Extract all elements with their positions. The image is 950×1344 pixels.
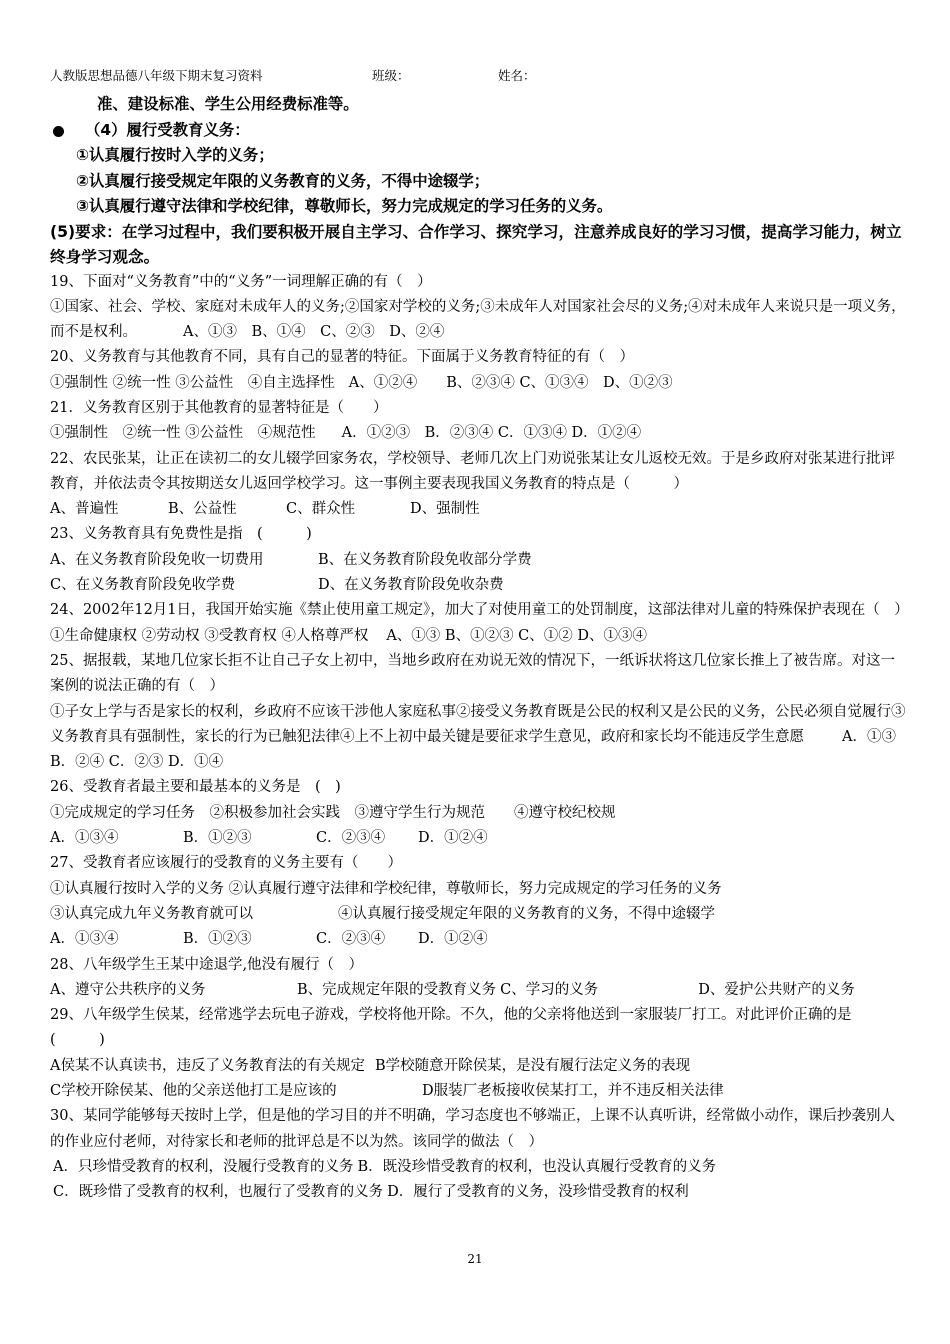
question-26-body: ①完成规定的学习任务 ②积极参加社会实践 ③遵守学生行为规范 ④遵守校纪校规 xyxy=(50,804,616,821)
question-23-options-row1 xyxy=(50,548,908,573)
document-body xyxy=(50,92,908,1205)
question-29-options-row1 xyxy=(50,1054,908,1079)
question-24-options: A、①③ B、①②③ C、①② D、①③④ xyxy=(386,627,648,644)
question-29-option-b: B学校随意开除侯某，是没有履行法定义务的表现 xyxy=(374,1057,691,1074)
question-27-statement-4: ④认真履行接受规定年限的义务教育的义务，不得中途辍学 xyxy=(338,905,715,922)
question-24-statements: ①生命健康权 ②劳动权 ③受教育权 ④人格尊严权 xyxy=(50,627,369,644)
question-26-option-d: D．①②④ xyxy=(418,830,488,847)
question-23-options-row2 xyxy=(50,573,908,598)
question-19-statements: ①国家、社会、学校、家庭对未成年人的义务;②国家对学校的义务;③未成年人对国家社会尽的义务;④对未成年人来说只是一项义务，而不是权利。 xyxy=(50,298,906,341)
question-27-stem: 27、受教育者应该履行的受教育的义务主要有（ ） xyxy=(50,855,402,872)
question-23-option-a: A、在义务教育阶段免收一切费用 xyxy=(50,551,264,568)
header-title: 人教版思想品德八年级下期末复习资料 xyxy=(50,68,263,83)
question-20-statements: ①强制性 ②统一性 ③公益性 ④自主选择性 xyxy=(50,374,335,391)
requirement-paragraph: (5)要求：在学习过程中，我们要积极开展自主学习、合作学习、探究学习，注意养成良好的学习习惯，提高学习能力，树立终身学习观念。 xyxy=(50,222,902,266)
question-22-stem: 22、农民张某，让正在读初二的女儿辍学回家务农，学校领导、老师几次上门劝说张某让女儿返校无效。于是乡政府对张某进行批评教育，并依法责令其按期送女儿返回学校学习。这一事例主要表现我国义务教育的特点是（ ） xyxy=(50,450,895,492)
question-29-stem: 29、八年级学生侯某，经常逃学去玩电子游戏，学校将他开除。不久，他的父亲将他送到一家服装厂打工。对此评价正确的是 ( ) xyxy=(50,1007,881,1049)
question-28-option-b: B、完成规定年限的受教育义务 xyxy=(297,981,497,998)
question-29-option-d: D服装厂老板接收侯某打工，并不违反相关法律 xyxy=(422,1083,724,1099)
question-20-stem: 20、义务教育与其他教育不同，具有自己的显著的特征。下面属于义务教育特征的有（ ） xyxy=(50,349,634,366)
question-21-statements: ①强制性 ②统一性 ③公益性 ④规范性 xyxy=(50,425,316,442)
question-28-options xyxy=(50,978,908,1003)
question-26-options xyxy=(50,826,908,851)
question-29-options-row2 xyxy=(50,1079,908,1104)
question-29-option-a: A侯某不认真读书，违反了义务教育法的有关规定 xyxy=(50,1057,365,1074)
question-27-option-b: B．①②③ xyxy=(183,931,252,948)
question-25-stem: 25、据报载，某地几位家长拒不让自己子女上初中，当地乡政府在劝说无效的情况下，一纸诉状将这几位家长推上了被告席。对这一案例的说法正确的有（ ） xyxy=(50,652,895,695)
question-24-body xyxy=(50,624,908,649)
question-23-option-b: B、在义务教育阶段免收部分学费 xyxy=(318,551,532,568)
question-19-body xyxy=(50,295,908,346)
bullet-dot-icon xyxy=(53,126,64,137)
question-19-stem: 19、下面对“义务教育”中的“义务”一词理解正确的有（ ） xyxy=(50,273,432,290)
question-22-options xyxy=(50,497,908,522)
bullet-item-4 xyxy=(50,118,908,144)
question-22-option-d: D、强制性 xyxy=(410,501,480,518)
question-27-option-c: C．②③④ xyxy=(316,931,386,948)
header-class-label: 班级： xyxy=(372,68,410,83)
question-28-stem: 28、八年级学生王某中途退学,他没有履行（ ） xyxy=(50,956,364,973)
question-30-option-b: B．既没珍惜受教育的权利，也没认真履行受教育的义务 xyxy=(357,1158,717,1175)
question-23-option-d: D、在义务教育阶段免收杂费 xyxy=(318,577,504,594)
question-30-stem: 30、某同学能够每天按时上学，但是他的学习目的并不明确，学习态度也不够端正，上课不认真听讲，经常做小动作，课后抄袭别人的作业应付老师，对待家长和老师的批评总是不以为然。该同学的做法（ ） xyxy=(50,1108,895,1150)
duty-item-2: ②认真履行接受规定年限的义务教育的义务，不得中途辍学； xyxy=(76,171,490,190)
question-28-option-a: A、遵守公共秩序的义务 xyxy=(50,981,206,998)
question-21-stem: 21．义务教育区别于其他教育的显著特征是（ ） xyxy=(50,399,388,416)
duty-item-3: ③认真履行遵守法律和学校纪律，尊敬师长，努力完成规定的学习任务的义务。 xyxy=(76,197,613,215)
question-25-options: A．①③ B．②④ C．②③ D．①④ xyxy=(50,728,896,771)
question-24-stem: 24、2002年12月1日，我国开始实施《禁止使用童工规定》，加大了对使用童工的处罚制度，这部法律对儿童的特殊保护表现在（ ） xyxy=(50,602,909,619)
question-27-body-2 xyxy=(50,902,908,927)
duty-item-1: ①认真履行按时入学的义务； xyxy=(76,146,274,164)
question-26-stem: 26、受教育者最主要和最基本的义务是 ( ) xyxy=(50,779,341,796)
question-29-option-c: C学校开除侯某、他的父亲送他打工是应该的 xyxy=(50,1083,337,1099)
page-number: 21 xyxy=(467,1252,483,1266)
question-30-option-a: A．只珍惜受教育的权利，没履行受教育的义务 xyxy=(53,1158,354,1175)
question-30-option-d: D．履行了受教育的义务，没珍惜受教育的权利 xyxy=(387,1184,689,1201)
question-30-option-c: C．既珍惜了受教育的权利，也履行了受教育的义务 xyxy=(53,1184,384,1201)
question-23-stem: 23、义务教育具有免费性是指 ( ) xyxy=(50,526,312,543)
question-30-options-row2 xyxy=(50,1180,908,1205)
question-28-option-d: D、爱护公共财产的义务 xyxy=(698,981,855,998)
page-header xyxy=(50,66,536,84)
question-20-body xyxy=(50,371,908,396)
question-22-option-c: C、群众性 xyxy=(286,501,356,518)
question-25-body xyxy=(50,700,908,776)
question-27-option-d: D．①②④ xyxy=(418,931,488,948)
question-26-option-c: C．②③④ xyxy=(316,830,386,847)
question-26-option-a: A．①③④ xyxy=(50,830,119,847)
question-19-options: A、①③ B、①④ C、②③ D、②④ xyxy=(183,324,445,341)
question-26-option-b: B．①②③ xyxy=(183,830,252,847)
question-27-options xyxy=(50,927,908,952)
question-22-option-b: B、公益性 xyxy=(168,501,237,518)
question-23-option-c: C、在义务教育阶段免收学费 xyxy=(50,577,236,594)
question-21-options: A．①②③ B．②③④ C．①③④ D．①②④ xyxy=(341,425,642,442)
question-21-body xyxy=(50,421,908,446)
question-27-statement-3: ③认真完成九年义务教育就可以 xyxy=(50,905,253,922)
question-28-option-c: C、学习的义务 xyxy=(500,981,599,998)
question-27-option-a: A．①③④ xyxy=(50,931,119,948)
intro-continuation: 准、建设标准、学生公用经费标准等。 xyxy=(97,95,359,113)
question-22-option-a: A、普遍性 xyxy=(50,501,119,518)
header-name-label: 姓名： xyxy=(498,68,536,83)
bullet-text: （4）履行受教育义务： xyxy=(85,120,250,139)
question-25-statements: ①子女上学与否是家长的权利，乡政府不应该干涉他人家庭私事②接受义务教育既是公民的权利又是公民的义务，公民必须自觉履行③义务教育具有强制性，家长的行为已触犯法律④上不上初中最关键是要征求学生意见，政府和家长均不能违反学生意愿 xyxy=(50,703,906,745)
question-20-options: A、①②④ B、②③④ C、①③④ D、①②③ xyxy=(348,374,673,391)
question-30-options-row1 xyxy=(50,1155,908,1180)
question-27-body-1: ①认真履行按时入学的义务 ②认真履行遵守法律和学校纪律，尊敬师长，努力完成规定的学习任务的义务 xyxy=(50,880,722,897)
